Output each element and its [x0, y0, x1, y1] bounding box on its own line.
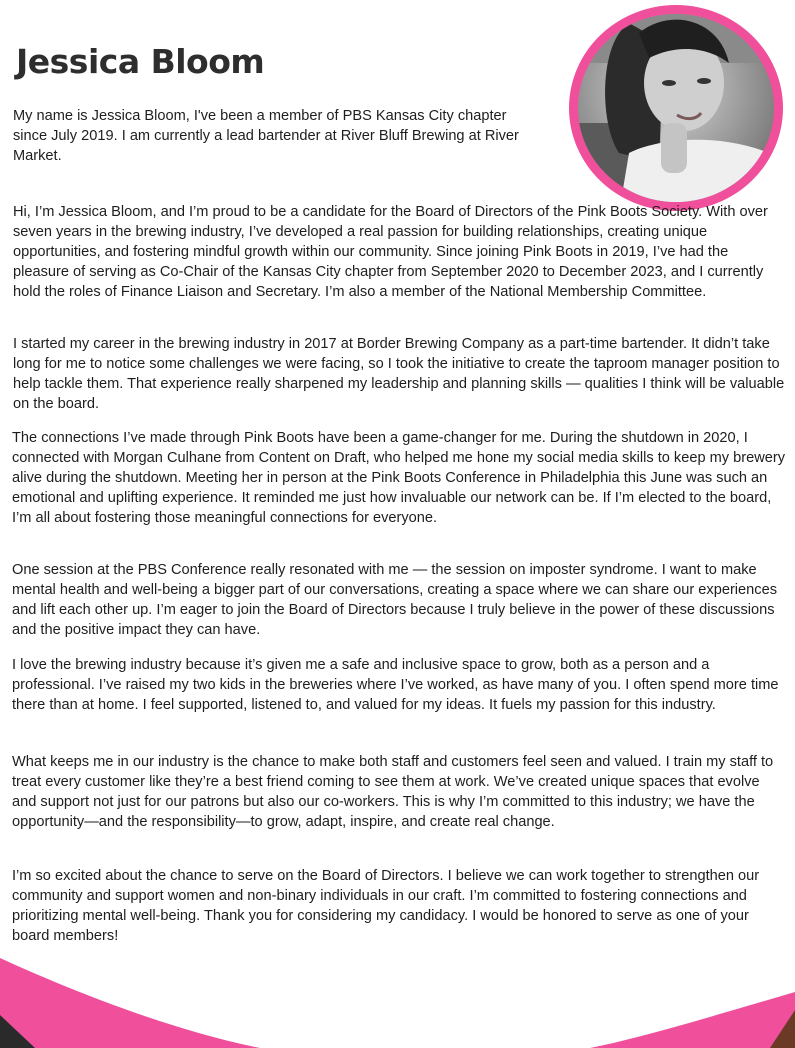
portrait-photo — [569, 3, 784, 213]
paragraph-staff-customers: What keeps me in our industry is the chance to make both staff and customers feel seen and valued. I train my staff to treat every customer like they’re a best friend coming to see them at work. We’ve created unique spaces that evolve and support not just for our patrons but also our co-workers. This is why I’m committed to this industry; we have the opportunity—and the responsibility—to grow, adapt, inspire, and create real change. — [12, 754, 774, 830]
decorative-footer-waves — [0, 940, 795, 1048]
paragraph-conference: One session at the PBS Conference really resonated with me — the session on imposter syndrome. I want to make mental health and well-being a bigger part of our conversations, creating a space where we can share our experiences and lift each other up. I’m eager to join the Board of Directors because I truly believe in the power of these discussions and the positive impact they can have. — [12, 562, 777, 638]
intro-paragraph: My name is Jessica Bloom, I've been a member of PBS Kansas City chapter since July 2019. I am currently a lead bartender at River Bluff Brewing at River Market. — [13, 108, 519, 164]
paragraph-industry-love: I love the brewing industry because it’s given me a safe and inclusive space to grow, both as a person and a professional. I’ve raised my two kids in the breweries where I’ve worked, as have many of you. I often spend more time there than at home. I feel supported, listened to, and valued for my ideas. It fuels my passion for this industry. — [12, 657, 779, 713]
paragraph-connections: The connections I’ve made through Pink Boots have been a game-changer for me. During the shutdown in 2020, I connected with Morgan Culhane from Content on Draft, who helped me hone my social media skills to keep my brewery alive during the shutdown. Meeting her in person at the Pink Boots Conference in Philadelphia this June was such an emotional and uplifting experience. It reminded me just how invaluable our network can be. If I’m elected to the board, I’m all about fostering those meaningful connections for everyone. — [12, 430, 786, 526]
candidate-name: Jessica Bloom — [16, 42, 265, 81]
paragraph-introduction: Hi, I’m Jessica Bloom, and I’m proud to be a candidate for the Board of Directors of the Pink Boots Society. With over seven years in the brewing industry, I’ve developed a real passion for building relationships, creating unique opportunities, and fostering mindful growth within our community. Since joining Pink Boots in 2019, I’ve had the pleasure of serving as Co-Chair of the Kansas City chapter from September 2020 to December 2023, and I currently hold the roles of Finance Liaison and Secretary. I’m also a member of the National Membership Committee. — [13, 204, 768, 300]
paragraph-closing: I’m so excited about the chance to serve on the Board of Directors. I believe we can work together to strengthen our community and support women and non-binary individuals in our craft. I’m committed to fostering connections and prioritizing mental well-being. Thank you for considering my candidacy. I would be honored to serve as one of your board members! — [12, 868, 760, 944]
paragraph-career: I started my career in the brewing industry in 2017 at Border Brewing Company as a part-time bartender. It didn’t take long for me to notice some challenges we were facing, so I took the initiative to create the taproom manager position to help tackle them. That experience really sharpened my leadership and planning skills — qualities I think will be valuable on the board. — [13, 336, 785, 412]
